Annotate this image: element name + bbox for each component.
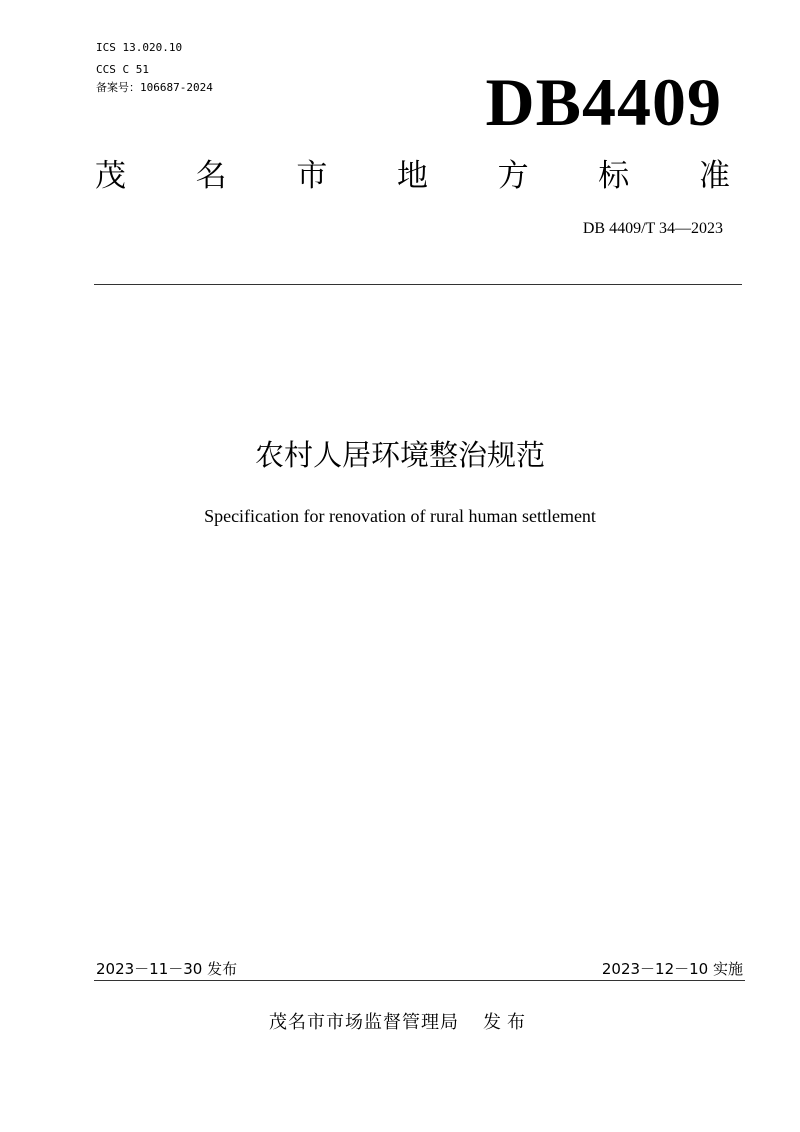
standard-type-char: 茂 <box>95 158 126 194</box>
record-number: 备案号：106687-2024 <box>96 81 213 94</box>
standard-code: DB4409 <box>485 64 722 140</box>
standard-type-char: 标 <box>598 158 630 194</box>
ics-code: ICS 13.020.10 <box>96 41 183 54</box>
issue-date: 2023－11－30 发布 <box>96 960 238 978</box>
standard-type-char: 地 <box>396 158 428 194</box>
implementation-date: 2023－12－10 实施 <box>601 960 743 978</box>
standard-type-char: 准 <box>698 158 730 194</box>
standard-type-char: 市 <box>296 158 328 194</box>
document-title-english: Specification for renovation of rural human settlement <box>204 506 596 526</box>
issuing-authority: 茂名市市场监督管理局 <box>269 1012 459 1033</box>
footer-divider <box>94 980 745 981</box>
ccs-code: CCS C 51 <box>96 63 149 76</box>
issued-label: 发布 <box>483 1012 531 1033</box>
standard-type-char: 名 <box>195 158 227 194</box>
standard-type-heading <box>95 154 730 198</box>
standard-number: DB 4409/T 34—2023 <box>582 220 723 237</box>
standard-type-char: 方 <box>497 158 529 194</box>
issuer-block <box>0 1010 800 1036</box>
document-title-chinese: 农村人居环境整治规范 <box>254 438 545 472</box>
header-divider <box>94 284 742 285</box>
